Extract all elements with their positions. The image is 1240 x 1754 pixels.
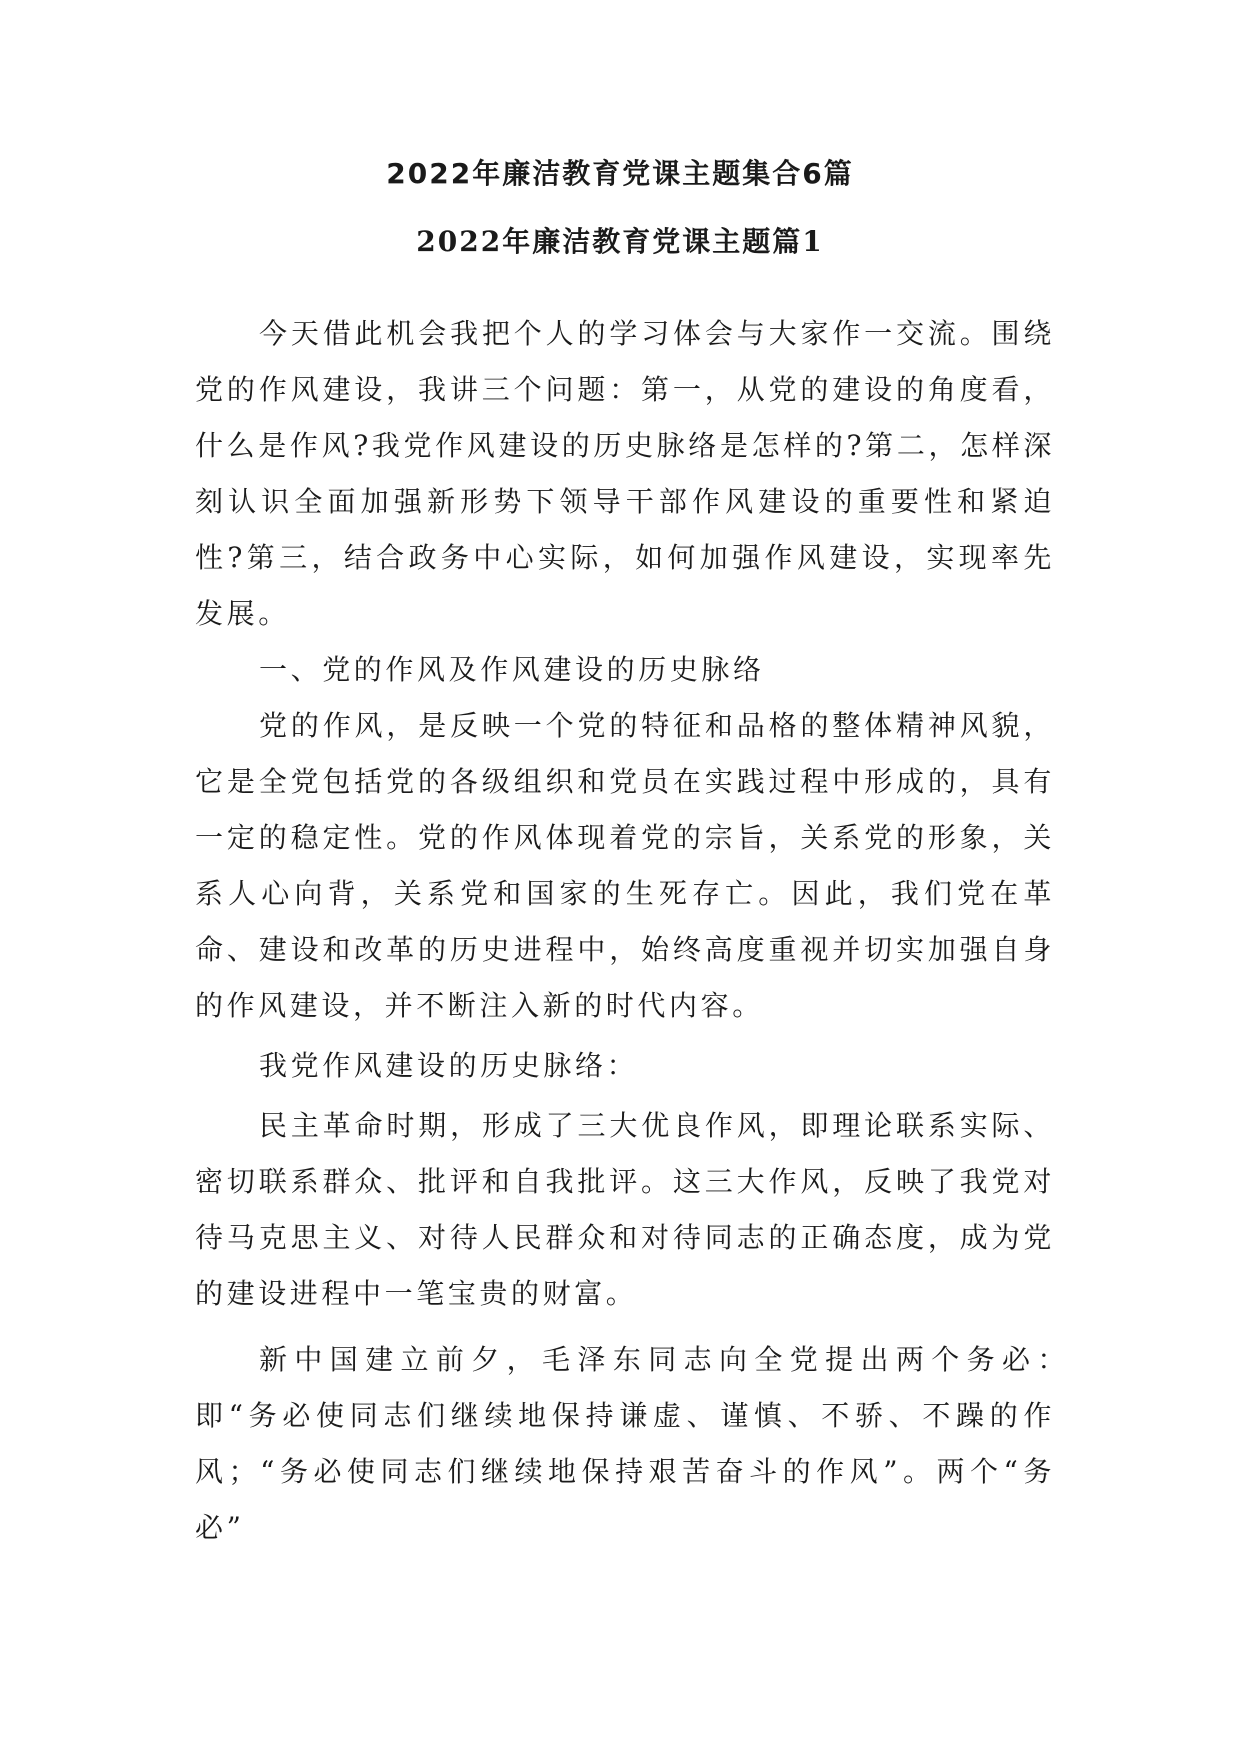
paragraph-history-label: 我党作风建设的历史脉络： (259, 1049, 639, 1082)
paragraph-democratic-revolution: 民主革命时期，形成了三大优良作风，即理论联系实际、密切联系群众、批评和自我批评。这三大作风，反映了我党对待马克思主义、对待人民群众和对待同志的正确态度，成为党的建设进程中一笔宝贵的财富。 (195, 1109, 1055, 1310)
paragraph-party-style: 党的作风，是反映一个党的特征和品格的整体精神风貌，它是全党包括党的各级组织和党员在实践过程中形成的，具有一定的稳定性。党的作风体现着党的宗旨，关系党的形象，关系人心向背，关系党和国家的生死存亡。因此，我们党在革命、建设和改革的历史进程中，始终高度重视并切实加强自身的作风建设，并不断注入新的时代内容。 (195, 709, 1055, 1022)
section-subtitle: 2022年廉洁教育党课主题篇1 (416, 225, 824, 258)
document-body (195, 306, 1087, 1556)
paragraph-two-musts: 新中国建立前夕，毛泽东同志向全党提出两个务必： 即“务必使同志们继续地保持谦虚、谨慎、不骄、不躁的作风；“务必使同志们继续地保持艰苦奋斗的作风”。两个“务必” (195, 1343, 1087, 1544)
section-heading: 一、党的作风及作风建设的历史脉络 (259, 653, 765, 686)
paragraph-intro: 今天借此机会我把个人的学习体会与大家作一交流。围绕党的作风建设，我讲三个问题：第一，从党的建设的角度看，什么是作风?我党作风建设的历史脉络是怎样的?第二，怎样深刻认识全面加强新形势下领导干部作风建设的重要性和紧迫性?第三，结合政务中心实际，如何加强作风建设，实现率先发展。 (195, 317, 1055, 630)
document-title: 2022年廉洁教育党课主题集合6篇 (386, 157, 854, 190)
